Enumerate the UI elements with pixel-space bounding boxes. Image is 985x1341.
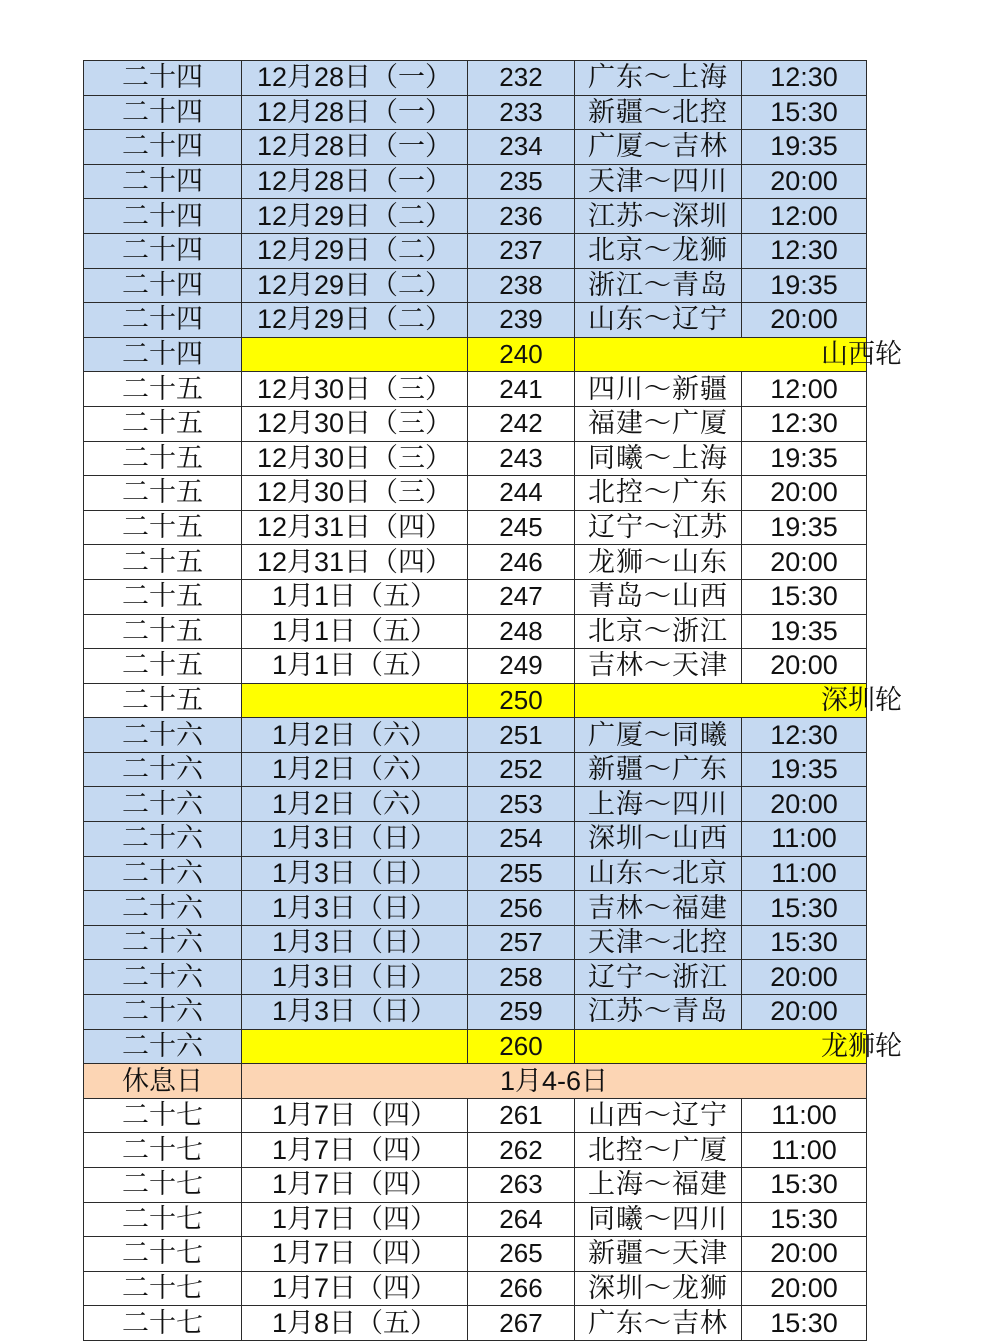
matchup-cell: 新疆～天津 [575, 1237, 742, 1272]
table-row [84, 787, 867, 822]
date-cell: 1月3日（日） [242, 856, 468, 891]
matchup-cell: 同曦～四川 [575, 1202, 742, 1237]
time-cell: 15:30 [742, 579, 867, 614]
date-cell: 1月2日（六） [242, 787, 468, 822]
time-cell: 15:30 [742, 95, 867, 130]
round-cell: 二十五 [84, 579, 242, 614]
time-cell: 20:00 [742, 960, 867, 995]
table-row [84, 1168, 867, 1203]
date-cell: 12月30日（三） [242, 406, 468, 441]
matchup-cell: 四川～新疆 [575, 372, 742, 407]
game-number-cell: 242 [468, 406, 575, 441]
game-number-cell: 263 [468, 1168, 575, 1203]
matchup-cell: 辽宁～浙江 [575, 960, 742, 995]
round-cell: 二十四 [84, 164, 242, 199]
time-cell: 20:00 [742, 476, 867, 511]
date-cell: 12月30日（三） [242, 476, 468, 511]
time-cell: 20:00 [742, 995, 867, 1030]
round-cell: 二十四 [84, 337, 242, 372]
matchup-cell: 新疆～北控 [575, 95, 742, 130]
date-cell: 12月29日（二） [242, 268, 468, 303]
time-cell: 15:30 [742, 925, 867, 960]
matchup-cell: 吉林～福建 [575, 891, 742, 926]
round-cell: 二十五 [84, 614, 242, 649]
table-row [84, 856, 867, 891]
round-cell: 二十五 [84, 441, 242, 476]
matchup-cell: 广厦～吉林 [575, 130, 742, 165]
bye-team-label: 龙狮轮 [821, 1030, 902, 1061]
table-row [84, 1237, 867, 1272]
time-cell: 19:35 [742, 268, 867, 303]
matchup-cell: 北控～广厦 [575, 1133, 742, 1168]
game-number-cell: 257 [468, 925, 575, 960]
date-cell: 1月1日（五） [242, 614, 468, 649]
rest-dates-cell: 1月4-6日 [242, 1064, 867, 1099]
date-cell: 12月31日（四） [242, 545, 468, 580]
game-number-cell: 264 [468, 1202, 575, 1237]
game-number-cell: 260 [468, 1029, 575, 1064]
game-number-cell: 253 [468, 787, 575, 822]
table-row [84, 476, 867, 511]
matchup-cell: 辽宁～江苏 [575, 510, 742, 545]
table-row [84, 1306, 867, 1341]
game-number-cell: 249 [468, 649, 575, 684]
time-cell: 20:00 [742, 1271, 867, 1306]
table-row [84, 579, 867, 614]
schedule-table-body [84, 61, 902, 1341]
game-number-cell: 237 [468, 233, 575, 268]
date-cell: 12月28日（一） [242, 164, 468, 199]
round-cell: 二十七 [84, 1098, 242, 1133]
table-row [84, 649, 867, 684]
game-number-cell: 243 [468, 441, 575, 476]
time-cell: 12:30 [742, 233, 867, 268]
time-cell: 11:00 [742, 1133, 867, 1168]
table-row [84, 614, 867, 649]
schedule-table [83, 60, 902, 1341]
date-cell: 1月1日（五） [242, 649, 468, 684]
round-cell: 二十五 [84, 649, 242, 684]
matchup-cell: 深圳～山西 [575, 822, 742, 857]
round-cell: 二十六 [84, 960, 242, 995]
table-row [84, 891, 867, 926]
game-number-cell: 235 [468, 164, 575, 199]
time-cell: 19:35 [742, 614, 867, 649]
matchup-cell: 新疆～广东 [575, 752, 742, 787]
bye-team-label: 山西轮 [821, 339, 902, 370]
round-cell: 二十四 [84, 303, 242, 338]
matchup-cell: 浙江～青岛 [575, 268, 742, 303]
game-number-cell: 241 [468, 372, 575, 407]
table-row [84, 1202, 867, 1237]
game-number-cell: 254 [468, 822, 575, 857]
table-row [84, 1098, 867, 1133]
matchup-cell: 北京～龙狮 [575, 233, 742, 268]
matchup-cell: 山东～北京 [575, 856, 742, 891]
matchup-cell: 江苏～青岛 [575, 995, 742, 1030]
game-number-cell: 240 [468, 337, 575, 372]
date-cell: 12月29日（二） [242, 233, 468, 268]
round-cell: 二十七 [84, 1306, 242, 1341]
time-cell: 19:35 [742, 130, 867, 165]
round-cell: 二十四 [84, 199, 242, 234]
matchup-cell: 北控～广东 [575, 476, 742, 511]
date-cell: 1月3日（日） [242, 925, 468, 960]
time-cell: 12:30 [742, 61, 867, 96]
table-row [84, 510, 867, 545]
time-cell: 20:00 [742, 164, 867, 199]
game-number-cell: 266 [468, 1271, 575, 1306]
game-number-cell: 248 [468, 614, 575, 649]
matchup-cell: 广东～吉林 [575, 1306, 742, 1341]
round-cell: 二十六 [84, 856, 242, 891]
round-cell: 二十六 [84, 1029, 242, 1064]
matchup-cell: 天津～北控 [575, 925, 742, 960]
table-row [84, 441, 867, 476]
date-cell: 1月3日（日） [242, 960, 468, 995]
game-number-cell: 232 [468, 61, 575, 96]
game-number-cell: 259 [468, 995, 575, 1030]
game-number-cell: 250 [468, 683, 575, 718]
table-row [84, 406, 867, 441]
schedule-sheet [83, 60, 902, 1338]
round-cell: 二十七 [84, 1271, 242, 1306]
date-cell: 1月1日（五） [242, 579, 468, 614]
date-cell: 1月3日（日） [242, 891, 468, 926]
time-cell: 11:00 [742, 856, 867, 891]
time-cell: 20:00 [742, 1237, 867, 1272]
matchup-cell: 广厦～同曦 [575, 718, 742, 753]
round-cell: 二十五 [84, 476, 242, 511]
game-number-cell: 244 [468, 476, 575, 511]
game-number-cell: 258 [468, 960, 575, 995]
time-cell: 19:35 [742, 752, 867, 787]
matchup-cell: 青岛～山西 [575, 579, 742, 614]
table-row [84, 925, 867, 960]
game-number-cell: 262 [468, 1133, 575, 1168]
matchup-cell: 北京～浙江 [575, 614, 742, 649]
bye-team-cell [575, 1029, 902, 1064]
round-cell: 二十七 [84, 1133, 242, 1168]
matchup-cell: 山西～辽宁 [575, 1098, 742, 1133]
bye-team-label: 深圳轮 [821, 684, 902, 715]
table-row [84, 545, 867, 580]
time-cell: 19:35 [742, 441, 867, 476]
game-number-cell: 246 [468, 545, 575, 580]
game-number-cell: 256 [468, 891, 575, 926]
date-cell: 1月7日（四） [242, 1237, 468, 1272]
game-number-cell: 255 [468, 856, 575, 891]
table-row [84, 995, 867, 1030]
bye-row [84, 1029, 867, 1064]
round-cell: 二十六 [84, 718, 242, 753]
table-row [84, 95, 867, 130]
time-cell: 12:30 [742, 718, 867, 753]
date-cell: 1月3日（日） [242, 995, 468, 1030]
date-cell [242, 1029, 468, 1064]
game-number-cell: 233 [468, 95, 575, 130]
matchup-cell: 龙狮～山东 [575, 545, 742, 580]
date-cell: 12月29日（二） [242, 303, 468, 338]
time-cell: 12:00 [742, 199, 867, 234]
date-cell: 12月29日（二） [242, 199, 468, 234]
table-row [84, 960, 867, 995]
round-cell: 二十六 [84, 787, 242, 822]
round-cell: 二十五 [84, 510, 242, 545]
table-row [84, 164, 867, 199]
date-cell: 1月7日（四） [242, 1271, 468, 1306]
date-cell: 1月3日（日） [242, 822, 468, 857]
game-number-cell: 267 [468, 1306, 575, 1341]
round-cell: 二十六 [84, 925, 242, 960]
time-cell: 20:00 [742, 649, 867, 684]
table-row [84, 822, 867, 857]
time-cell: 11:00 [742, 1098, 867, 1133]
rest-day-row [84, 1064, 867, 1099]
time-cell: 12:30 [742, 406, 867, 441]
round-cell: 二十七 [84, 1168, 242, 1203]
game-number-cell: 239 [468, 303, 575, 338]
date-cell: 1月2日（六） [242, 718, 468, 753]
table-row [84, 303, 867, 338]
time-cell: 20:00 [742, 787, 867, 822]
round-cell: 二十六 [84, 822, 242, 857]
date-cell: 1月2日（六） [242, 752, 468, 787]
table-row [84, 268, 867, 303]
time-cell: 15:30 [742, 1202, 867, 1237]
table-row [84, 130, 867, 165]
matchup-cell: 江苏～深圳 [575, 199, 742, 234]
date-cell: 12月28日（一） [242, 61, 468, 96]
table-row [84, 1271, 867, 1306]
game-number-cell: 236 [468, 199, 575, 234]
round-cell: 二十四 [84, 268, 242, 303]
round-cell: 二十六 [84, 752, 242, 787]
time-cell: 11:00 [742, 822, 867, 857]
time-cell: 20:00 [742, 545, 867, 580]
game-number-cell: 252 [468, 752, 575, 787]
round-cell: 二十七 [84, 1237, 242, 1272]
table-row [84, 752, 867, 787]
date-cell: 1月7日（四） [242, 1133, 468, 1168]
matchup-cell: 福建～广厦 [575, 406, 742, 441]
date-cell: 1月7日（四） [242, 1168, 468, 1203]
round-cell: 二十七 [84, 1202, 242, 1237]
matchup-cell: 天津～四川 [575, 164, 742, 199]
table-row [84, 1133, 867, 1168]
round-cell: 二十四 [84, 233, 242, 268]
matchup-cell: 同曦～上海 [575, 441, 742, 476]
game-number-cell: 261 [468, 1098, 575, 1133]
date-cell: 12月28日（一） [242, 95, 468, 130]
date-cell: 12月31日（四） [242, 510, 468, 545]
date-cell: 1月7日（四） [242, 1202, 468, 1237]
date-cell [242, 337, 468, 372]
time-cell: 15:30 [742, 1168, 867, 1203]
round-cell: 二十五 [84, 545, 242, 580]
table-row [84, 61, 867, 96]
table-row [84, 199, 867, 234]
time-cell: 20:00 [742, 303, 867, 338]
date-cell: 12月30日（三） [242, 441, 468, 476]
game-number-cell: 245 [468, 510, 575, 545]
matchup-cell: 吉林～天津 [575, 649, 742, 684]
date-cell: 1月7日（四） [242, 1098, 468, 1133]
round-cell: 二十四 [84, 95, 242, 130]
table-row [84, 233, 867, 268]
game-number-cell: 234 [468, 130, 575, 165]
date-cell: 1月8日（五） [242, 1306, 468, 1341]
round-cell: 二十六 [84, 891, 242, 926]
time-cell: 19:35 [742, 510, 867, 545]
round-cell: 二十四 [84, 130, 242, 165]
time-cell: 12:00 [742, 372, 867, 407]
date-cell: 12月30日（三） [242, 372, 468, 407]
round-cell: 二十五 [84, 406, 242, 441]
round-cell: 二十六 [84, 995, 242, 1030]
round-cell: 二十五 [84, 372, 242, 407]
game-number-cell: 238 [468, 268, 575, 303]
bye-team-cell [575, 337, 902, 372]
date-cell: 12月28日（一） [242, 130, 468, 165]
round-cell: 二十四 [84, 61, 242, 96]
matchup-cell: 山东～辽宁 [575, 303, 742, 338]
round-cell: 休息日 [84, 1064, 242, 1099]
matchup-cell: 上海～四川 [575, 787, 742, 822]
game-number-cell: 265 [468, 1237, 575, 1272]
game-number-cell: 251 [468, 718, 575, 753]
bye-row [84, 337, 867, 372]
round-cell: 二十五 [84, 683, 242, 718]
time-cell: 15:30 [742, 891, 867, 926]
bye-row [84, 683, 867, 718]
matchup-cell: 上海～福建 [575, 1168, 742, 1203]
matchup-cell: 广东～上海 [575, 61, 742, 96]
date-cell [242, 683, 468, 718]
bye-team-cell [575, 683, 902, 718]
time-cell: 15:30 [742, 1306, 867, 1341]
table-row [84, 718, 867, 753]
table-row [84, 372, 867, 407]
matchup-cell: 深圳～龙狮 [575, 1271, 742, 1306]
game-number-cell: 247 [468, 579, 575, 614]
